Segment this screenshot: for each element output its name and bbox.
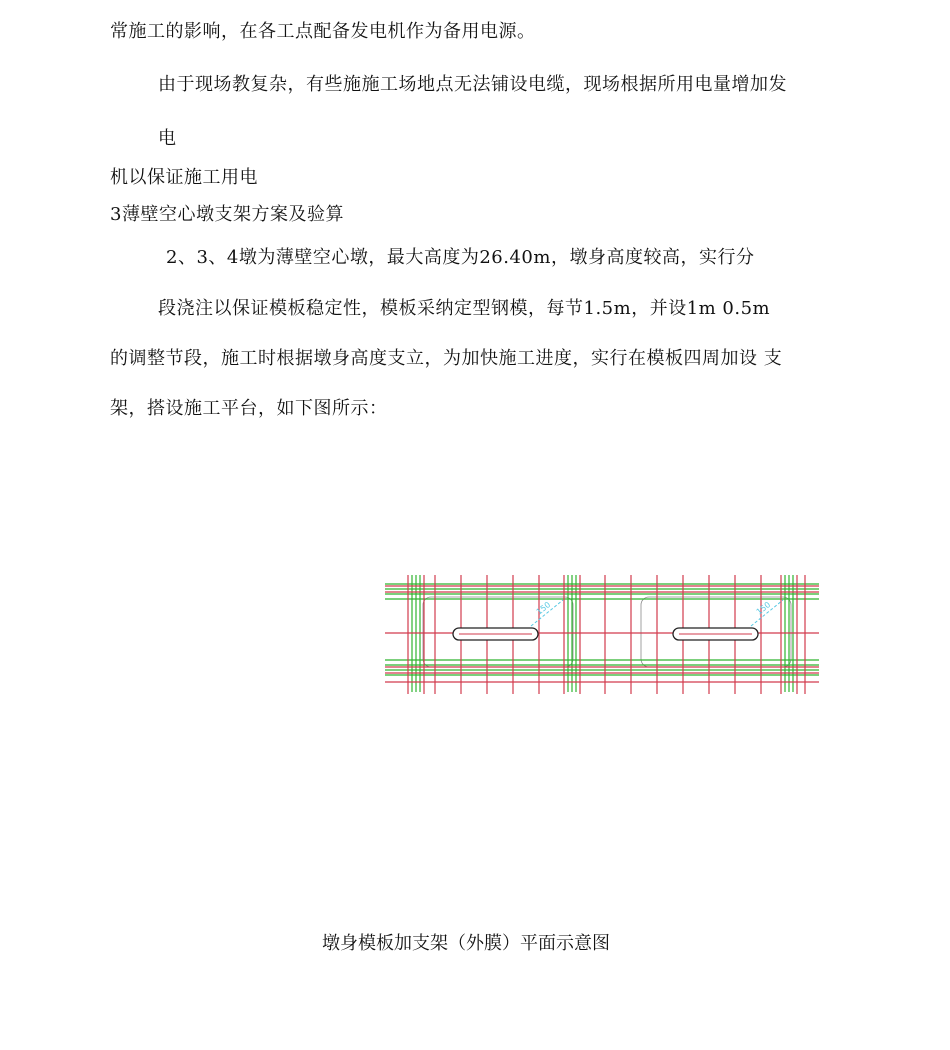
dimension-label: 150 bbox=[534, 600, 553, 617]
paragraph-line: 常施工的影响，在各工点配备发电机作为备用电源。 bbox=[110, 21, 536, 42]
paragraph-line: 架，搭设施工平台，如下图所示： bbox=[110, 398, 388, 419]
paragraph-line: 的调整节段，施工时根据墩身高度支立，为加快施工进度，实行在模板四周加设 支 bbox=[110, 348, 783, 369]
figure-caption: 墩身模板加支架（外膜）平面示意图 bbox=[322, 933, 610, 954]
paragraph-line: 电 bbox=[158, 128, 177, 149]
section-heading: 3薄壁空心墩支架方案及验算 bbox=[110, 204, 344, 225]
paragraph-line: 机以保证施工用电 bbox=[110, 167, 258, 188]
paragraph-line: 由于现场教复杂，有些施施工场地点无法铺设电缆，现场根据所用电量增加发 bbox=[158, 74, 787, 95]
paragraph-line: 2、3、4墩为薄壁空心墩，最大高度为26.40m，墩身高度较高，实行分 bbox=[166, 247, 755, 268]
hollow-and-dimension-layer bbox=[453, 600, 783, 640]
paragraph-line: 段浇注以保证模板稳定性，模板采纳定型钢模，每节1.5m，并设1m 0.5m bbox=[158, 298, 771, 319]
pier-formwork-plan-figure bbox=[383, 572, 823, 697]
dimension-label: 150 bbox=[754, 600, 773, 617]
